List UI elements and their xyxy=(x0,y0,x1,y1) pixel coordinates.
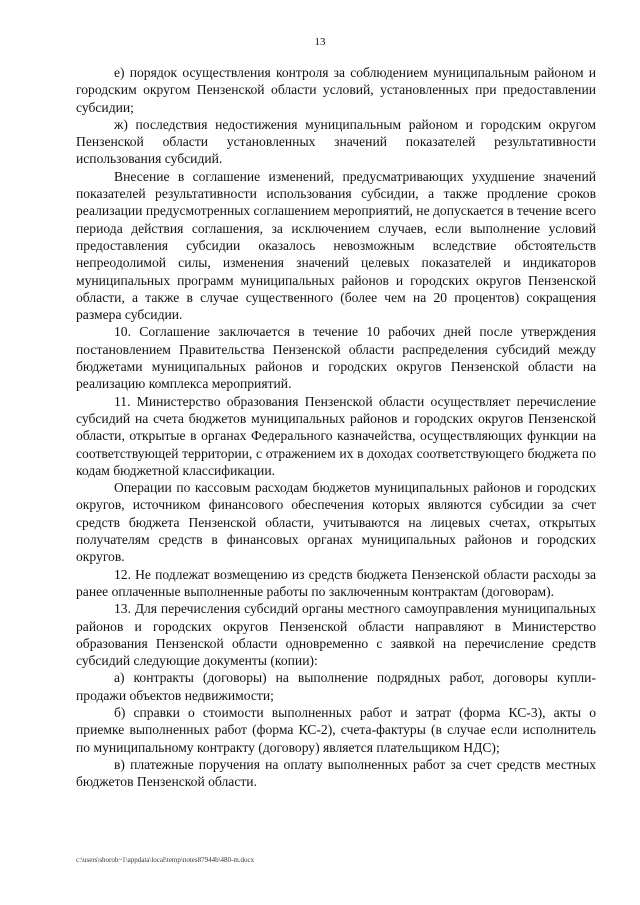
paragraph-item-b: б) справки о стоимости выполненных работ и затрат (форма КС-3), акты о приемке выполненных работ (форма КС-2), счета-фактуры (в случае если исполнитель по муниципальному контракту (договору) является плательщиком НДС); xyxy=(76,704,596,755)
paragraph-cash-operations: Операции по кассовым расходам бюджетов муниципальных районов и городских округов, источником финансового обеспечения которых являются субсидии за счет средств бюджета Пензенской области, учитываются на лицевых счетах, открытых получателям средств в финансовых органах муниципальных районов и городских округов. xyxy=(76,480,596,565)
paragraph-clause-10: 10. Соглашение заключается в течение 10 рабочих дней после утверждения постановлением Правительства Пензенской области распределения субсидий между бюджетами муниципальных районов и городских округов Пензенской области на реализацию комплекса мероприятий. xyxy=(76,324,596,392)
paragraph-item-e: е) порядок осуществления контроля за соблюдением муниципальным районом и городским округом Пензенской области условий, установленных при предоставлении субсидии; xyxy=(76,65,596,115)
page-number: 13 xyxy=(314,36,326,48)
paragraph-clause-13: 13. Для перечисления субсидий органы местного самоуправления муниципальных районов и городских округов Пензенской области направляют в Министерство образования Пензенской области одновременно с заявкой на перечисление средств субсидий следующие документы (копии): xyxy=(76,601,596,669)
paragraph-item-a: а) контракты (договоры) на выполнение подрядных работ, договоры купли-продажи объектов недвижимости; xyxy=(76,670,596,703)
paragraph-clause-12: 12. Не подлежат возмещению из средств бюджета Пензенской области расходы за ранее оплаченные выполненные работы по заключенным контрактам (договорам). xyxy=(76,566,596,599)
paragraph-clause-11: 11. Министерство образования Пензенской области осуществляет перечисление субсидий на счета бюджетов муниципальных районов и городских округов Пензенской области, открытые в органах Федерального казначейства, осуществляющих функции на соответствующей территории, с отражением их в доходах соответствующего бюджета по кодам бюджетной классификации. xyxy=(76,393,596,478)
paragraph-item-zh: ж) последствия недостижения муниципальным районом и городским округом Пензенской области установленных значений показателей результативности использования субсидий. xyxy=(76,116,596,167)
document-body xyxy=(76,64,596,790)
paragraph-agreement-changes: Внесение в соглашение изменений, предусматривающих ухудшение значений показателей результативности использования субсидии, а также продление сроков реализации предусмотренных соглашением мероприятий, не допускается в течение всего периода действия соглашения, за исключением случаев, если выполнение условий предоставления субсидии оказалось невозможным вследствие обстоятельств непреодолимой силы, изменения значений целевых показателей и индикаторов муниципальных программ муниципальных районов и городских округов Пензенской области, а также в случае существенного (более чем на 20 процентов) сокращения размера субсидии. xyxy=(76,168,596,323)
footer-file-path: c:\users\shorob~1\appdata\local\temp\notes87944b\480-m.docx xyxy=(76,856,255,864)
paragraph-item-v: в) платежные поручения на оплату выполненных работ за счет средств местных бюджетов Пензенской области. xyxy=(76,756,596,790)
